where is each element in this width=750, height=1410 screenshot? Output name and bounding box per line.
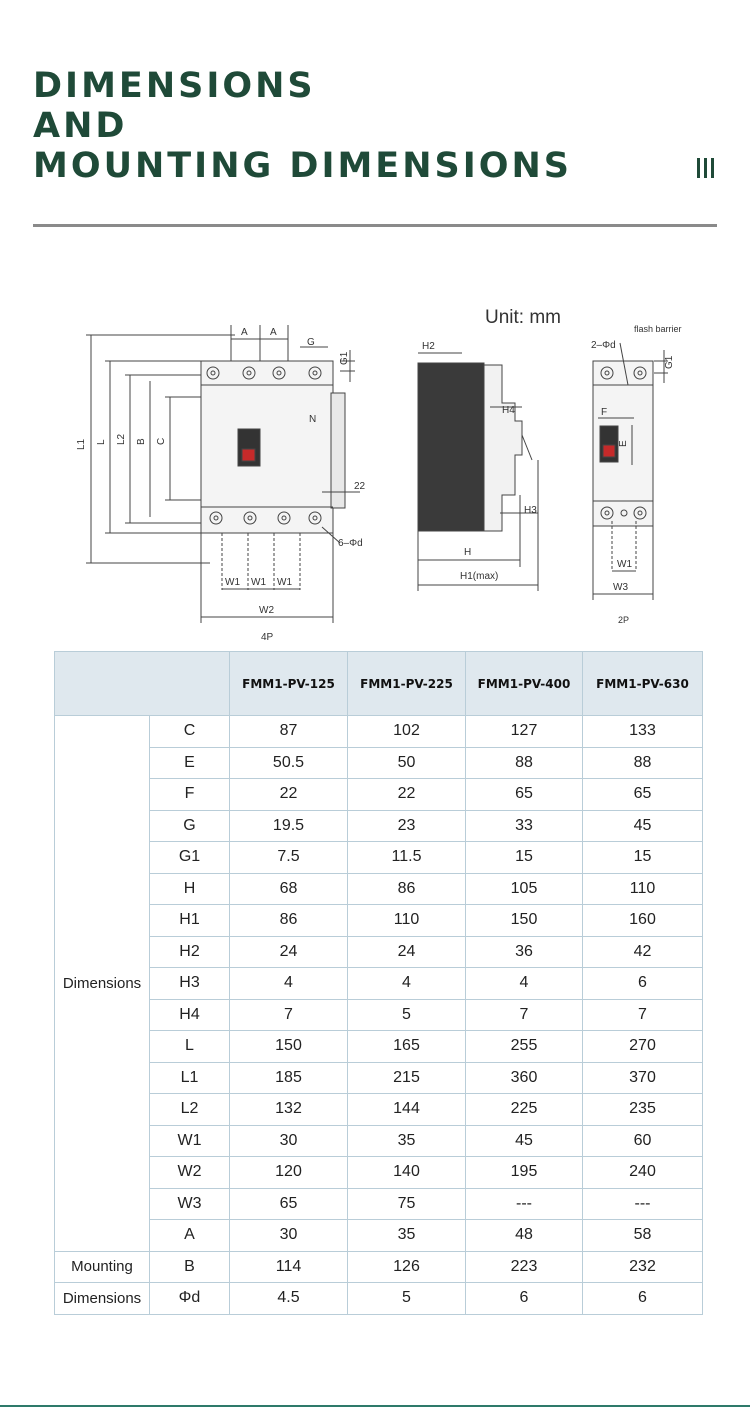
label-G: G (307, 337, 315, 348)
breaker-side-body (418, 363, 484, 531)
param-cell: W1 (150, 1125, 230, 1157)
table-row (55, 1031, 703, 1063)
value-cell: 19.5 (230, 810, 348, 842)
header-blank-cell (55, 652, 230, 716)
bars-decoration-icon (697, 158, 717, 180)
label-22: 22 (354, 481, 366, 492)
label-H: H (464, 547, 472, 558)
value-cell: 50.5 (230, 747, 348, 779)
table-row (55, 747, 703, 779)
param-cell: E (150, 747, 230, 779)
value-cell: 36 (466, 936, 583, 968)
title-line: AND (33, 106, 128, 146)
value-cell: 225 (466, 1094, 583, 1126)
param-cell: H3 (150, 968, 230, 1000)
label-W2: W2 (259, 605, 274, 616)
param-cell: L1 (150, 1062, 230, 1094)
value-cell: 126 (348, 1251, 466, 1283)
value-cell: 127 (466, 716, 583, 748)
value-cell: 45 (466, 1125, 583, 1157)
label-G1: G1 (339, 351, 350, 365)
page-title (33, 66, 572, 186)
footer-divider (0, 1402, 750, 1410)
label-L: L (96, 439, 107, 445)
label-H1: H1(max) (460, 571, 499, 582)
dimension-drawing (60, 295, 720, 650)
model-header: FMM1-PV-125 (230, 652, 348, 716)
table-header-row (55, 652, 703, 716)
value-cell: 23 (348, 810, 466, 842)
value-cell: 140 (348, 1157, 466, 1189)
value-cell: 370 (583, 1062, 703, 1094)
table-row (55, 873, 703, 905)
value-cell: 86 (348, 873, 466, 905)
value-cell: 65 (230, 1188, 348, 1220)
table-row (55, 779, 703, 811)
table-row (55, 1062, 703, 1094)
value-cell: 133 (583, 716, 703, 748)
value-cell: 195 (466, 1157, 583, 1189)
value-cell: 6 (583, 1283, 703, 1315)
value-cell: 215 (348, 1062, 466, 1094)
value-cell: 42 (583, 936, 703, 968)
value-cell: 7 (466, 999, 583, 1031)
value-cell: 240 (583, 1157, 703, 1189)
param-cell: G (150, 810, 230, 842)
value-cell: 7.5 (230, 842, 348, 874)
value-cell: 165 (348, 1031, 466, 1063)
table-row (55, 1220, 703, 1252)
label-H4: H4 (502, 405, 515, 416)
param-cell: W2 (150, 1157, 230, 1189)
value-cell: 24 (348, 936, 466, 968)
value-cell: 22 (348, 779, 466, 811)
unit-label: Unit: mm (485, 307, 561, 328)
param-cell: G1 (150, 842, 230, 874)
value-cell: 4 (348, 968, 466, 1000)
value-cell: 87 (230, 716, 348, 748)
value-cell: 6 (466, 1283, 583, 1315)
value-cell: 86 (230, 905, 348, 937)
label-L2: L2 (116, 433, 127, 445)
dimensions-group-label: Dimensions (55, 716, 150, 1252)
value-cell: 68 (230, 873, 348, 905)
label-H2: H2 (422, 341, 435, 352)
value-cell: 232 (583, 1251, 703, 1283)
value-cell: 11.5 (348, 842, 466, 874)
param-cell: L2 (150, 1094, 230, 1126)
value-cell: 7 (583, 999, 703, 1031)
table-row (55, 842, 703, 874)
value-cell: 35 (348, 1220, 466, 1252)
dimensions-table (54, 651, 703, 1315)
title-line: DIMENSIONS (33, 66, 316, 106)
value-cell: 88 (466, 747, 583, 779)
model-header: FMM1-PV-400 (466, 652, 583, 716)
value-cell: 114 (230, 1251, 348, 1283)
value-cell: 33 (466, 810, 583, 842)
param-cell: W3 (150, 1188, 230, 1220)
value-cell: 15 (466, 842, 583, 874)
value-cell: 75 (348, 1188, 466, 1220)
divider (33, 224, 717, 227)
value-cell: --- (583, 1188, 703, 1220)
value-cell: 30 (230, 1220, 348, 1252)
param-cell: L (150, 1031, 230, 1063)
label-6-hole: 6–Φd (338, 538, 363, 549)
param-cell: H2 (150, 936, 230, 968)
value-cell: 15 (583, 842, 703, 874)
value-cell: 50 (348, 747, 466, 779)
label-C: C (156, 437, 167, 445)
label-B: B (136, 438, 147, 445)
value-cell: --- (466, 1188, 583, 1220)
value-cell: 30 (230, 1125, 348, 1157)
table-row (55, 999, 703, 1031)
param-cell: H1 (150, 905, 230, 937)
param-cell: F (150, 779, 230, 811)
label-G1-2p: G1 (664, 355, 675, 369)
value-cell: 65 (466, 779, 583, 811)
value-cell: 235 (583, 1094, 703, 1126)
value-cell: 7 (230, 999, 348, 1031)
label-2-hole: 2–Φd (591, 340, 616, 351)
param-cell: H (150, 873, 230, 905)
mounting-group-label-2: Dimensions (55, 1283, 150, 1315)
param-cell: Φd (150, 1283, 230, 1315)
value-cell: 60 (583, 1125, 703, 1157)
value-cell: 102 (348, 716, 466, 748)
value-cell: 58 (583, 1220, 703, 1252)
value-cell: 5 (348, 999, 466, 1031)
table-row (55, 968, 703, 1000)
value-cell: 4 (230, 968, 348, 1000)
label-flash-barrier: flash barrier (634, 324, 682, 334)
table-row (55, 1094, 703, 1126)
value-cell: 270 (583, 1031, 703, 1063)
mounting-group-label: Mounting (55, 1251, 150, 1283)
value-cell: 160 (583, 905, 703, 937)
label-E: E (618, 440, 629, 447)
param-cell: B (150, 1251, 230, 1283)
value-cell: 150 (466, 905, 583, 937)
param-cell: C (150, 716, 230, 748)
label-W1-2p: W1 (617, 559, 632, 570)
value-cell: 185 (230, 1062, 348, 1094)
value-cell: 110 (583, 873, 703, 905)
label-4p: 4P (261, 632, 274, 643)
table-row (55, 1188, 703, 1220)
value-cell: 88 (583, 747, 703, 779)
value-cell: 45 (583, 810, 703, 842)
value-cell: 132 (230, 1094, 348, 1126)
table-row (55, 810, 703, 842)
label-2p: 2P (618, 615, 630, 625)
param-cell: H4 (150, 999, 230, 1031)
value-cell: 48 (466, 1220, 583, 1252)
table-row (55, 716, 703, 748)
value-cell: 144 (348, 1094, 466, 1126)
value-cell: 65 (583, 779, 703, 811)
value-cell: 35 (348, 1125, 466, 1157)
model-header: FMM1-PV-630 (583, 652, 703, 716)
value-cell: 5 (348, 1283, 466, 1315)
label-H3: H3 (524, 505, 537, 516)
model-header: FMM1-PV-225 (348, 652, 466, 716)
value-cell: 22 (230, 779, 348, 811)
value-cell: 110 (348, 905, 466, 937)
label-W1-c: W1 (277, 577, 292, 588)
label-W3: W3 (613, 582, 628, 593)
value-cell: 24 (230, 936, 348, 968)
table-row (55, 1283, 703, 1315)
value-cell: 150 (230, 1031, 348, 1063)
table-row (55, 936, 703, 968)
label-A: A (241, 327, 248, 338)
label-F: F (601, 407, 608, 418)
label-N: N (309, 414, 317, 425)
table-row (55, 1157, 703, 1189)
value-cell: 6 (583, 968, 703, 1000)
label-W1-a: W1 (225, 577, 240, 588)
value-cell: 223 (466, 1251, 583, 1283)
value-cell: 120 (230, 1157, 348, 1189)
label-W1-b: W1 (251, 577, 266, 588)
table-row (55, 1125, 703, 1157)
table-row (55, 1251, 703, 1283)
value-cell: 255 (466, 1031, 583, 1063)
value-cell: 360 (466, 1062, 583, 1094)
value-cell: 4.5 (230, 1283, 348, 1315)
table-body (55, 716, 703, 1315)
value-cell: 105 (466, 873, 583, 905)
param-cell: A (150, 1220, 230, 1252)
label-A-2: A (270, 327, 277, 338)
title-line: MOUNTING DIMENSIONS (33, 146, 572, 186)
value-cell: 4 (466, 968, 583, 1000)
label-L1: L1 (76, 438, 87, 450)
table-row (55, 905, 703, 937)
